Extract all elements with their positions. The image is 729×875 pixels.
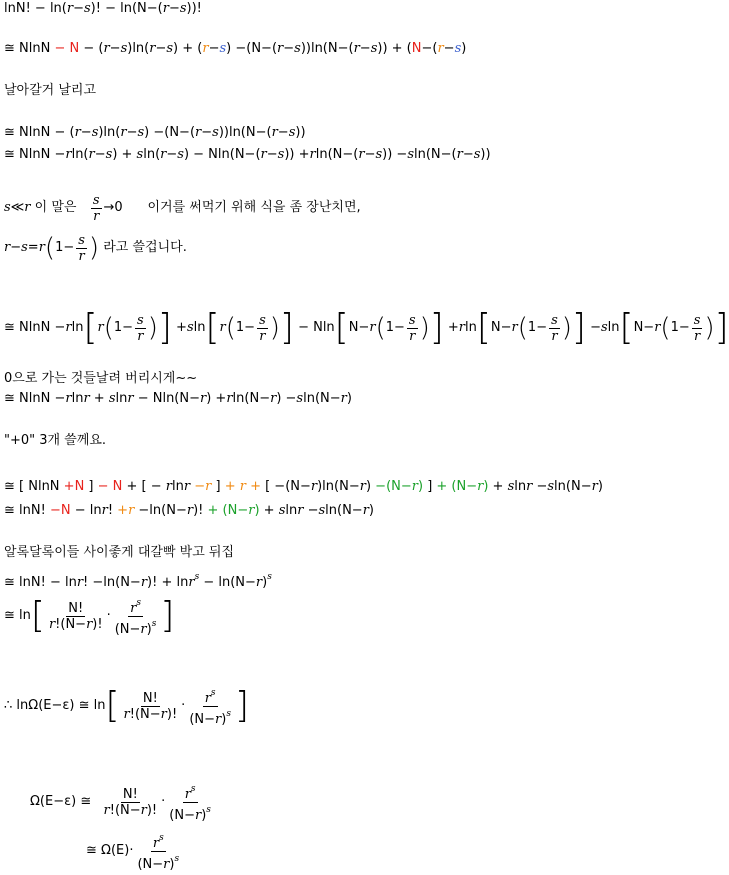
eq-s-much-less-r: s ≪ r 이 말은 $\frac{s}{r}$ →0 이거를 써먹기 위해 식을 좀 장난치면, xyxy=(4,192,361,224)
eq-expansion: ≅ NlnN − r ln [ r ( 1− $\frac{s}{r}$ ) ] + s ln [ r ( 1− $\frac{s}{r}$ ) ] − Nln [ N− r ( 1− $\frac{s}{r}$ ) ] + r ln [ N− r ( 1− $\frac{s}{r}$ ) ] − s ln [ N− r ( 1− $\frac{s}{r}$ ) ] xyxy=(4,307,729,348)
eq-line-2: ≅ NlnN − N − (r−s)ln(r−s) + (r−s) −(N−(r−s))ln(N−(r−s)) + (N−(r−s) xyxy=(4,41,467,56)
eq-after-drop: ≅ NlnN −rlnr + slnr − Nln(N−r) +rln(N−r) −sln(N−r) xyxy=(4,391,352,406)
note-drop-terms: 날아갈거 날리고 xyxy=(4,83,97,98)
note-use-this: 이거를 써먹기 위해 식을 좀 장난치면, xyxy=(147,200,361,215)
eq-r-minus-s: r − s = r ( 1− $\frac{s}{r}$ ) 라고 쓸겁니다. xyxy=(4,232,187,264)
eq-line-1: lnN! − ln(r−s)! − ln(N−(r−s))! xyxy=(4,1,202,16)
eq-omega: Ω(E−ε) ≅ $\frac{N!}{r!(N-r)!}$ · $\frac{r^s}{(N-r)^s}$ xyxy=(30,783,211,823)
note-meaning: 이 말은 xyxy=(34,200,77,215)
note-plus-zero: "+0" 3개 쓸께요. xyxy=(4,433,107,448)
note-will-write: 라고 쓸겁니다. xyxy=(103,240,187,255)
note-drop-zero: 0으로 가는 것들날려 버리시게~~ xyxy=(4,371,198,386)
eq-log-combined: ≅ ln [ $\frac{N!}{r!(N-r)!}$ · $\frac{r^s}{(N-r)^s}$ ] xyxy=(4,595,175,637)
eq-colored-2: ≅ lnN! −N − lnr! +r −ln(N−r)! + (N−r) + slnr −sln(N−r) xyxy=(4,503,374,518)
note-rearrange: 알록달록이들 사이좋게 대갈빡 박고 뒤집 xyxy=(4,545,235,560)
eq-line-3: ≅ NlnN − (r−s)ln(r−s) −(N−(r−s))ln(N−(r−s)) xyxy=(4,125,306,140)
eq-line-4: ≅ NlnN −rln(r−s) + sln(r−s) − Nln(N−(r−s)) +rln(N−(r−s)) −sln(N−(r−s)) xyxy=(4,147,491,162)
eq-therefore: ∴ lnΩ(E−ε) ≅ ln [ $\frac{N!}{r!(N-r)!}$ · $\frac{r^s}{(N-r)^s}$ ] xyxy=(4,685,249,727)
eq-omega-final: ≅ Ω(E)· $\frac{r^s}{(N-r)^s}$ xyxy=(86,832,180,872)
eq-colored-1: ≅ [ NlnN +N ] − N + [ − rlnr −r ] + r + [ −(N−r)ln(N−r) −(N−r) ] + (N−r) + slnr −sln(N−r) xyxy=(4,479,603,494)
eq-log-form: ≅ lnN! − lnr! −ln(N−r)! + $\ln r^s - \ln(N-r)^s$ xyxy=(4,572,272,590)
